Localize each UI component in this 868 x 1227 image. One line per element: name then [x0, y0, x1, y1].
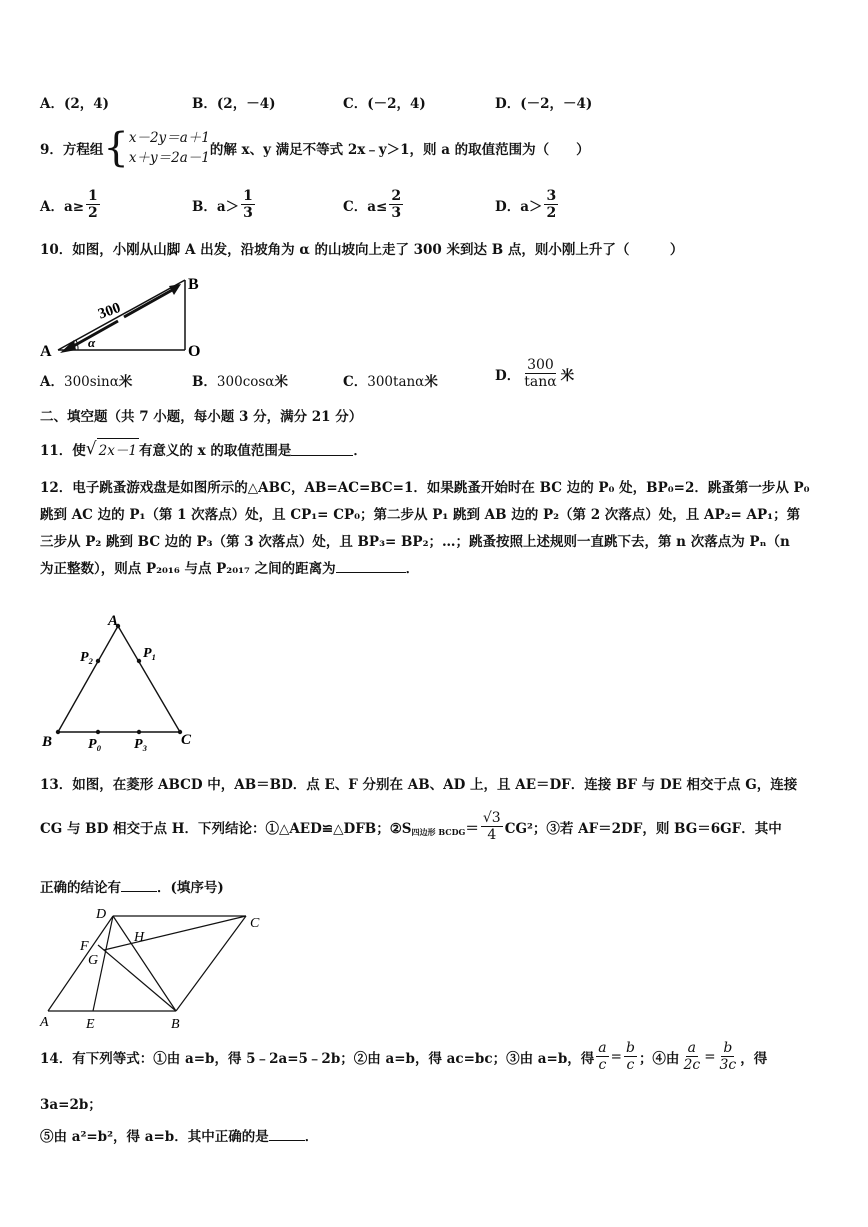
q13-line2	[40, 810, 782, 843]
q9-option-c-den: 3	[391, 205, 402, 221]
q10-option-c-label: C．	[343, 374, 368, 390]
q9-option-a-den: 2	[88, 205, 98, 221]
q12-label-p3: P₃	[134, 737, 148, 752]
q8-option-c: C．(－2，4)	[343, 96, 426, 112]
q9-option-b-label: B．a＞	[192, 198, 240, 215]
q13-line3	[40, 876, 224, 896]
q10-label-a: A	[40, 343, 52, 360]
q14-line1-mid: ；④由	[638, 1050, 680, 1067]
q10-option-d	[495, 357, 574, 390]
q13-rhombus-figure	[38, 906, 268, 1034]
q10-option-a-expr: 300sinα	[63, 374, 119, 390]
q9-brace: {	[103, 125, 129, 171]
q14-frac1-num: a	[598, 1040, 607, 1056]
q8-option-a: A．(2，4)	[40, 96, 110, 112]
q12-line3: 三步从 P₂ 跳到 BC 边的 P₃（第 3 次落点）处，且 BP₃= BP₂；…；跳蚤按照上述规则一直跳下去，第 n 次落点为 Pₙ（n	[40, 534, 790, 550]
q14-line1-start: 14．有下列等式：①由 a=b，得 5﹣2a=5﹣2b；②由 a=b，得 ac=bc；③由 a=b，得	[40, 1050, 595, 1067]
q8-option-b: B．(2，－4)	[192, 96, 276, 112]
q14-line2: 3a=2b；	[40, 1097, 102, 1113]
q12-line4-text: 为正整数），则点 P₂₀₁₆ 与点 P₂₀₁₇ 之间的距离为	[40, 561, 336, 577]
q12-triangle-figure	[38, 612, 208, 752]
q9-option-a	[40, 188, 102, 221]
q9-suffix: 的解 x、y 满足不等式 2x﹣y＞1，则 a 的取值范围为（ ）	[209, 142, 590, 158]
q10-option-d-num: 300	[527, 357, 554, 373]
q13-line3-end: ．(填序号)	[157, 880, 224, 896]
q10-option-a	[40, 370, 132, 390]
q12-label-a: A	[108, 613, 119, 629]
q9-eq2: x＋y＝2a－1	[128, 150, 210, 166]
q14-line1-end: ，得	[740, 1050, 768, 1067]
q10-label-o: O	[188, 343, 201, 360]
q13-label-b: B	[171, 1017, 180, 1032]
q9-option-d-den: 2	[546, 205, 557, 221]
q9-option-c-num: 2	[391, 188, 402, 204]
q10-option-b	[192, 370, 288, 390]
q9-option-b	[192, 188, 257, 221]
q10-option-a-unit: 米	[118, 374, 133, 390]
q10-option-b-label: B．	[192, 374, 217, 390]
q12-line1: 12．电子跳蚤游戏盘是如图所示的△ABC，AB=AC=BC=1．如果跳蚤开始时在 BC 边的 P₀ 处，BP₀=2．跳蚤第一步从 P₀	[40, 480, 810, 496]
q14-equals-1: =	[610, 1048, 622, 1065]
q13-line2-start: CG 与 BD 相交于点 H．下列结论：①△AED≌△DFB；②S	[40, 820, 412, 837]
q14-frac2-den: c	[626, 1057, 635, 1073]
q12-label-p2: P₂	[80, 650, 94, 665]
q13-line2-subscript: 四边形 BCDG	[411, 827, 466, 837]
q13-line2-equals: ＝	[465, 820, 479, 837]
q10-question: 10．如图，小刚从山脚 A 出发，沿坡角为 α 的山坡向上走了 300 米到达 B 点，则小刚上升了（ ）	[40, 242, 684, 258]
q8-option-d: D．(－2，－4)	[495, 96, 593, 112]
q9-option-c-label: C．a≤	[343, 198, 388, 215]
q12-line2: 跳到 AC 边的 P₁（第 1 次落点）处，且 CP₁= CP₀；第二步从 P₁ 跳到 AB 边的 P₂（第 2 次落点）处，且 AP₂= AP₁；第	[40, 507, 801, 523]
q14-line3: ⑤由 a²=b²，得 a=b．其中正确的是 ．	[40, 1125, 318, 1145]
q14-frac4-num: b	[723, 1040, 733, 1056]
section-title: 二、填空题（共 7 小题，每小题 3 分，满分 21 分）	[40, 409, 363, 425]
q13-label-a: A	[40, 1015, 49, 1030]
q9-question	[40, 125, 590, 171]
q9-equation-system	[129, 128, 210, 168]
q14-line1	[40, 1040, 767, 1073]
sqrt-icon: √	[85, 438, 97, 459]
q14-equals-2: =	[704, 1048, 716, 1065]
q9-option-b-num: 1	[243, 188, 253, 204]
q13-label-d: D	[96, 907, 107, 922]
q14-frac3-num: a	[687, 1040, 696, 1056]
q10-slope-figure	[38, 268, 218, 360]
q9-option-c	[343, 188, 405, 221]
q12-answer-blank[interactable]	[336, 558, 406, 573]
q11-question: 11．使 √ 2x－1 有意义的 x 的取值范围是 ．	[40, 438, 367, 459]
q13-line2-num: √3	[482, 810, 501, 826]
q13-line1: 13．如图，在菱形 ABCD 中，AB＝BD．点 E、F 分别在 AB、AD 上，且 AE＝DF．连接 BF 与 DE 相交于点 G，连接	[40, 777, 798, 793]
q10-option-c	[343, 370, 438, 390]
q10-option-d-label: D．	[495, 367, 521, 384]
q13-line2-den: 4	[487, 827, 497, 843]
q11-answer-blank[interactable]	[291, 441, 353, 456]
q10-option-b-unit: 米	[274, 374, 288, 390]
q9-option-d-num: 3	[546, 188, 557, 204]
q14-line3-text: ⑤由 a²=b²，得 a=b．其中正确的是	[40, 1129, 269, 1145]
q13-answer-blank[interactable]	[121, 877, 157, 892]
q9-option-d-label: D．a＞	[495, 198, 543, 215]
q14-frac1-den: c	[598, 1057, 607, 1073]
q12-label-p0: P₀	[88, 737, 102, 752]
q13-label-e: E	[86, 1017, 95, 1032]
q10-label-300: 300	[96, 299, 123, 323]
q10-option-d-den: tanα	[524, 374, 557, 390]
q10-label-b: B	[188, 276, 199, 293]
q13-label-c: C	[250, 916, 260, 931]
q14-frac2-num: b	[625, 1040, 635, 1056]
q9-option-d	[495, 188, 560, 221]
q11-prefix: 11．使	[40, 442, 86, 459]
q10-option-b-expr: 300cosα	[216, 374, 275, 390]
q13-label-g: G	[88, 953, 99, 968]
q9-option-b-den: 3	[243, 205, 253, 221]
q10-option-c-expr: 300tanα	[367, 374, 425, 390]
q12-line4: 为正整数），则点 P₂₀₁₆ 与点 P₂₀₁₇ 之间的距离为 ．	[40, 556, 835, 583]
q9-option-a-num: 1	[88, 188, 98, 204]
q13-label-f: F	[80, 939, 89, 954]
q12-question	[40, 475, 835, 583]
q11-radicand: 2x－1	[97, 438, 139, 459]
q13-label-h: H	[134, 930, 145, 945]
q12-label-b: B	[42, 734, 53, 750]
q9-eq1: x－2y＝a＋1	[128, 130, 210, 146]
q14-frac4-den: 3c	[719, 1057, 737, 1073]
q14-answer-blank[interactable]	[269, 1126, 305, 1141]
q9-prefix: 9．方程组	[40, 142, 104, 158]
q11-suffix: 有意义的 x 的取值范围是	[138, 442, 292, 459]
q12-label-p1: P₁	[143, 646, 157, 661]
q13-line3-text: 正确的结论有	[40, 880, 121, 896]
q10-label-alpha: α	[88, 335, 96, 350]
q9-option-a-label: A．a≥	[40, 198, 85, 215]
q13-line2-end: CG²；③若 AF＝2DF，则 BG＝6GF．其中	[504, 820, 782, 837]
q10-option-a-label: A．	[40, 374, 64, 390]
q10-option-c-unit: 米	[424, 374, 438, 390]
q14-frac3-den: 2c	[683, 1057, 701, 1073]
q10-option-d-unit: 米	[560, 367, 575, 384]
q12-label-c: C	[181, 732, 192, 748]
